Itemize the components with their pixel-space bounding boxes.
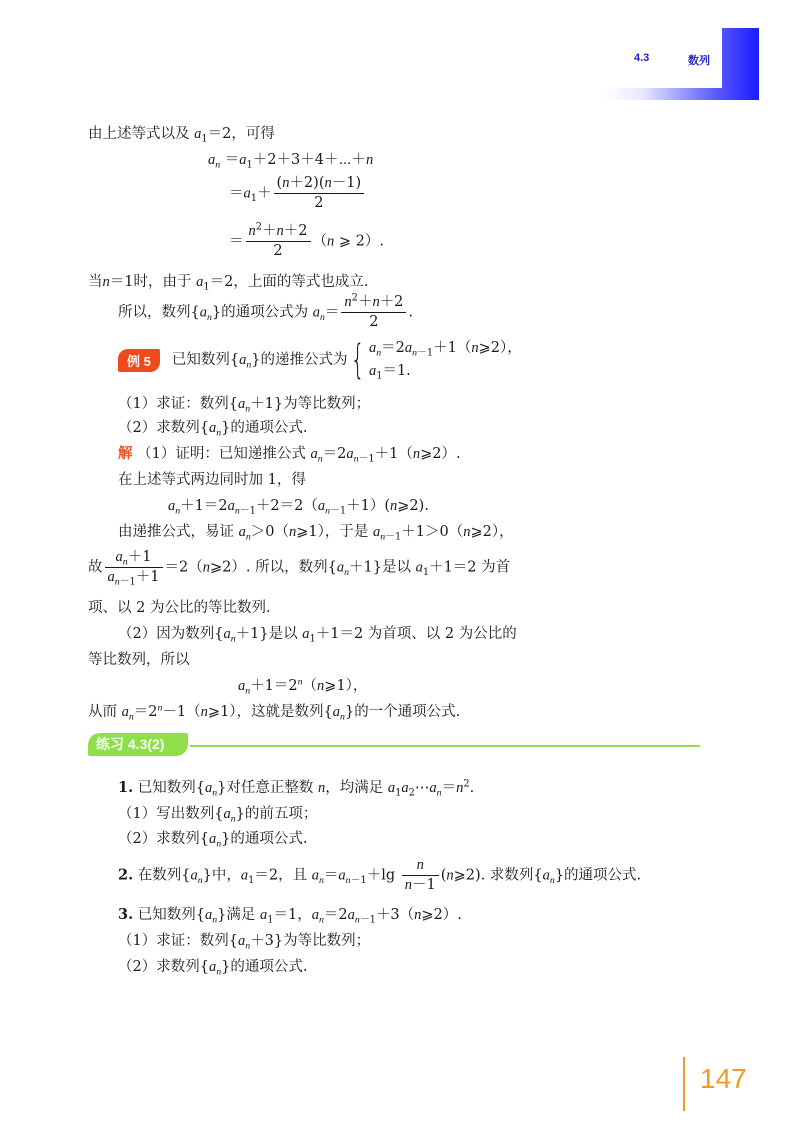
example5-statement: 例 5 已知数列$\{a_n\}$的递推公式为{ $a_n=2a_{n-1}+1(n⩾2)$， $a_1=1$.	[118, 337, 522, 383]
solution-line-5: 故 $\frac{a_n+1}{a_{n-1}+1}$ ＝2（n⩾2）. 所以，数列$\{a_n+1\}$是以 $a_1+1=2$ 为首	[88, 549, 511, 588]
equation-line-2: $=a_1+$ $\frac{(n+2)(n-1)}{2}$	[229, 174, 366, 213]
solution-label: 解	[118, 446, 133, 462]
equation-line-1: $a_n$ $=a_1+2+3+4+\cdots+n$	[208, 152, 374, 171]
page-number: 147	[700, 1063, 747, 1094]
solution-line-1: 解 （1）证明：已知递推公式 $a_n=2a_{n-1}+1(n⩾2)$.	[118, 446, 461, 465]
fraction: $\frac{a_n+1}{a_{n-1}+1}$	[105, 548, 163, 587]
example5-q2: （2）求数列$\{a_n\}$的通项公式.	[118, 420, 308, 439]
solution-line-4: 由递推公式，易证 $a_n>0(n⩾1)$，于是 $a_{n-1}+1>0(n⩾2)$，	[118, 524, 514, 543]
fraction: $\frac{n^2+n+2}{2}$	[246, 222, 311, 261]
conclusion-line: 所以，数列$\{a_n\}$的通项公式为 $a_n=$ $\frac{n^2+n+2}{2}$ .	[118, 292, 414, 330]
exercise-p1: 1. 已知数列$\{a_n\}$对任意正整数 n，均满足 $a_1a_2\cdots a_n=n^2$.	[118, 778, 475, 799]
exercise-p1-q2: （2）求数列$\{a_n\}$的通项公式.	[118, 831, 308, 850]
page-number-bar	[683, 1057, 685, 1111]
exercise-p3-q2: （2）求数列$\{a_n\}$的通项公式.	[118, 959, 308, 978]
exercise-p2: 2. 在数列$\{a_n\}$中，$a_1=2$，且 $a_n=a_{n-1}+\lg$ $\frac{n}{n-1}$ (n⩾2). 求数列$\{a_n\}$的通项公式.	[118, 857, 642, 893]
solution-line-2: 在上述等式两边同时加 1，得	[118, 472, 306, 488]
exercise-p3-q1: （1）求证：数列$\{a_n+3\}$为等比数列；	[118, 933, 371, 952]
exercise-p3: 3. 已知数列$\{a_n\}$满足 $a_1=1$，$a_n=2a_{n-1}+3(n⩾2)$.	[118, 906, 462, 926]
fraction: $\frac{n}{n-1}$	[402, 856, 439, 895]
left-brace: {	[351, 337, 366, 383]
recurrence-cases: $a_n=2a_{n-1}+1(n⩾2)$， $a_1=1$.	[368, 340, 522, 382]
fraction: $\frac{n^2+n+2}{2}$	[341, 293, 406, 332]
when-n1-line: 当n＝1时，由于 $a_1=2$，上面的等式也成立.	[88, 274, 369, 293]
equation-line-3: ＝ $\frac{n^2+n+2}{2}$ （n ⩾ 2）.	[229, 221, 384, 259]
exercise-divider	[190, 745, 700, 747]
section-title: 数列	[688, 55, 710, 67]
derivation-intro: 由上述等式以及 $a_1=2$，可得	[88, 126, 275, 145]
solution-line-7: （2）因为数列$\{a_n+1\}$是以 $a_1+1=2$ 为首项、以 2 为公比的	[118, 626, 517, 645]
exercise-p1-q1: （1）写出数列$\{a_n\}$的前五项；	[118, 806, 318, 825]
example-tag: 例 5	[118, 349, 160, 372]
solution-line-6: 项、以 2 为公比的等比数列.	[88, 600, 271, 616]
solution-line-3: $a_n+1=2a_{n-1}+2=2(a_{n-1}+1)(n⩾2)$.	[168, 498, 429, 517]
exercise-title: 练习 4.3(2)	[88, 733, 188, 756]
solution-line-10: 从而 $a_n=2^n-1(n⩾1)$，这就是数列$\{a_n\}$的一个通项公式.	[88, 702, 461, 723]
section-number: 4.3	[634, 52, 650, 64]
solution-line-9: $a_n+1=2^n(n⩾1)$，	[238, 676, 368, 697]
fraction: $\frac{(n+2)(n-1)}{2}$	[274, 174, 365, 213]
example5-q1: （1）求证：数列$\{a_n+1\}$为等比数列；	[118, 396, 371, 415]
solution-line-8: 等比数列，所以	[88, 652, 190, 668]
